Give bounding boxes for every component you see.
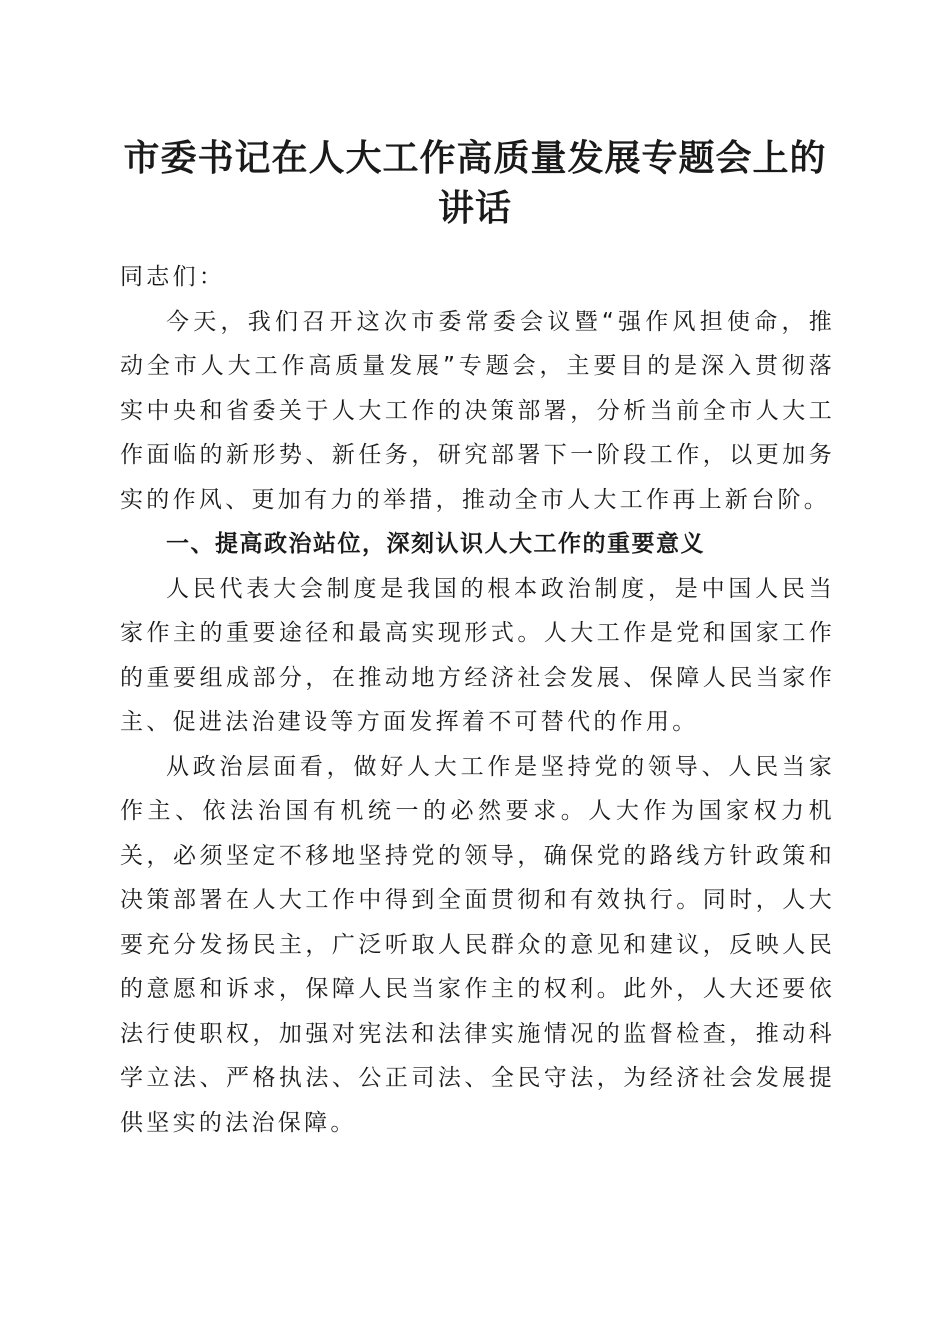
section-paragraph-1: 人民代表大会制度是我国的根本政治制度，是中国人民当家作主的重要途径和最高实现形式。人大工作是党和国家工作的重要组成部分，在推动地方经济社会发展、保障人民当家作主、促进法治建设等方面发挥着不可替代的作用。 — [120, 575, 835, 735]
section-paragraph-2: 从政治层面看，做好人大工作是坚持党的领导、人民当家作主、依法治国有机统一的必然要求。人大作为国家权力机关，必须坚定不移地坚持党的领导，确保党的路线方针政策和决策部署在人大工作中得到全面贯彻和有效执行。同时，人大要充分发扬民主，广泛听取人民群众的意见和建议，反映人民的意愿和诉求，保障人民当家作主的权利。此外，人大还要依法行使职权，加强对宪法和法律实施情况的监督检查，推动科学立法、严格执法、公正司法、全民守法，为经济社会发展提供坚实的法治保障。 — [120, 753, 835, 1136]
section-heading: 一、提高政治站位，深刻认识人大工作的重要意义 — [166, 531, 705, 557]
document-title: 市委书记在人大工作高质量发展专题会上的讲话 — [123, 137, 827, 229]
document-body — [120, 255, 835, 1145]
intro-paragraph: 今天，我们召开这次市委常委会议暨“强作风担使命，推动全市人大工作高质量发展”专题会，主要目的是深入贯彻落实中央和省委关于人大工作的决策部署，分析当前全市人大工作面临的新形势、新任务，研究部署下一阶段工作，以更加务实的作风、更加有力的举措，推动全市人大工作再上新台阶。 — [120, 308, 835, 513]
salutation: 同志们： — [120, 264, 226, 290]
